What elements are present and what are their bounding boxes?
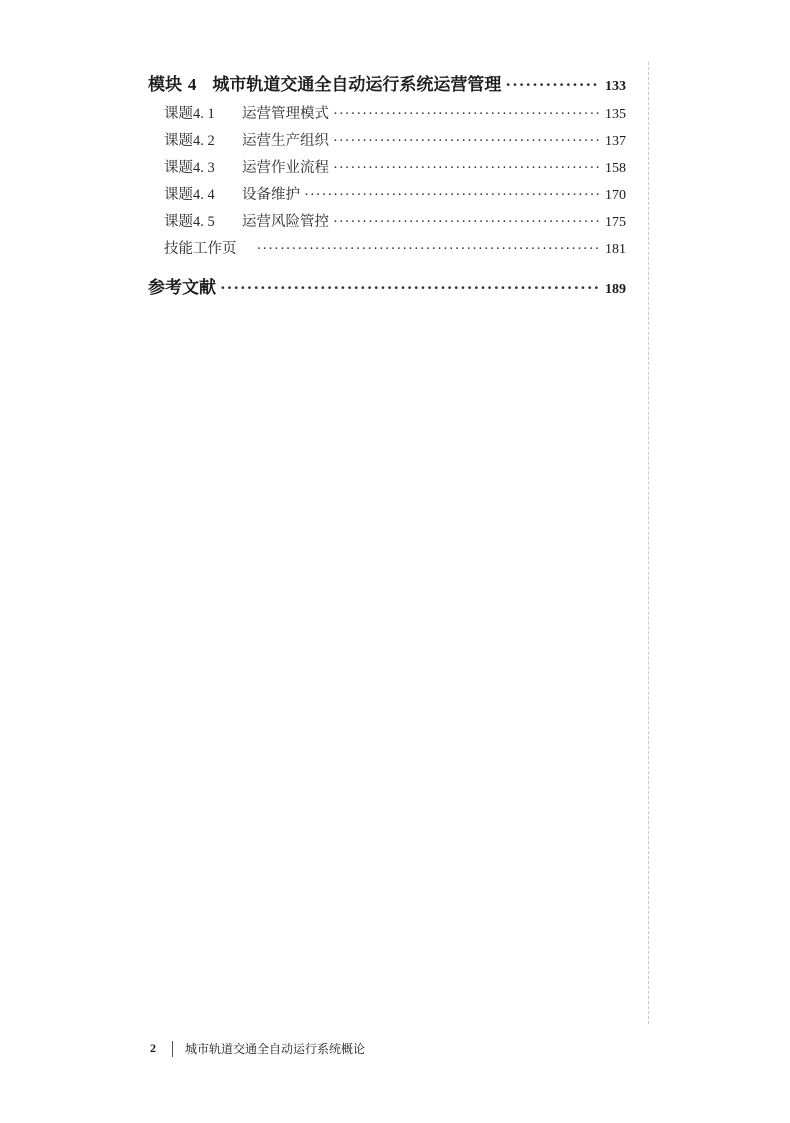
toc-lesson-entry[interactable]	[148, 156, 626, 183]
lesson-label: 课题4. 3	[164, 160, 215, 176]
leader-dots	[333, 214, 599, 231]
toc-lesson-entry[interactable]	[148, 102, 626, 129]
footer-page-number: 2	[150, 1041, 156, 1055]
references-title: 参考文献	[148, 278, 216, 298]
toc-worksheet-entry[interactable]	[148, 237, 626, 264]
footer-divider	[172, 1041, 173, 1057]
toc-references-entry[interactable]	[148, 273, 626, 305]
module-label: 模块 4	[148, 75, 197, 95]
references-page-number: 189	[605, 282, 626, 297]
leader-dots	[257, 241, 600, 258]
lesson-title: 运营风险管控	[242, 214, 329, 230]
page-margin-guide	[648, 62, 649, 1024]
lesson-label: 课题4. 2	[164, 133, 215, 149]
leader-dots	[333, 106, 599, 123]
lesson-page-number: 158	[605, 161, 626, 176]
worksheet-page-number: 181	[605, 242, 626, 257]
lesson-title: 运营管理模式	[242, 106, 329, 122]
footer-book-title: 城市轨道交通全自动运行系统概论	[185, 1042, 366, 1056]
worksheet-title: 技能工作页	[164, 241, 237, 257]
lesson-title: 运营作业流程	[242, 160, 329, 176]
lesson-page-number: 175	[605, 215, 626, 230]
toc-lesson-entry[interactable]	[148, 129, 626, 156]
lesson-page-number: 170	[605, 188, 626, 203]
leader-dots	[333, 133, 599, 150]
leader-dots	[220, 278, 599, 298]
toc-lesson-entry[interactable]	[148, 183, 626, 210]
lesson-label: 课题4. 1	[164, 106, 215, 122]
module-title: 城市轨道交通全自动运行系统运营管理	[212, 75, 502, 95]
table-of-contents	[148, 70, 626, 305]
lesson-title: 运营生产组织	[242, 133, 329, 149]
lesson-title: 设备维护	[242, 187, 300, 203]
toc-lesson-entry[interactable]	[148, 210, 626, 237]
toc-module-entry[interactable]	[148, 70, 626, 102]
leader-dots	[505, 75, 599, 95]
lesson-page-number: 137	[605, 134, 626, 149]
lesson-label: 课题4. 5	[164, 214, 215, 230]
page-footer	[150, 1040, 365, 1057]
lesson-page-number: 135	[605, 107, 626, 122]
leader-dots	[333, 160, 599, 177]
module-page-number: 133	[605, 79, 626, 94]
leader-dots	[304, 187, 599, 204]
lesson-label: 课题4. 4	[164, 187, 215, 203]
